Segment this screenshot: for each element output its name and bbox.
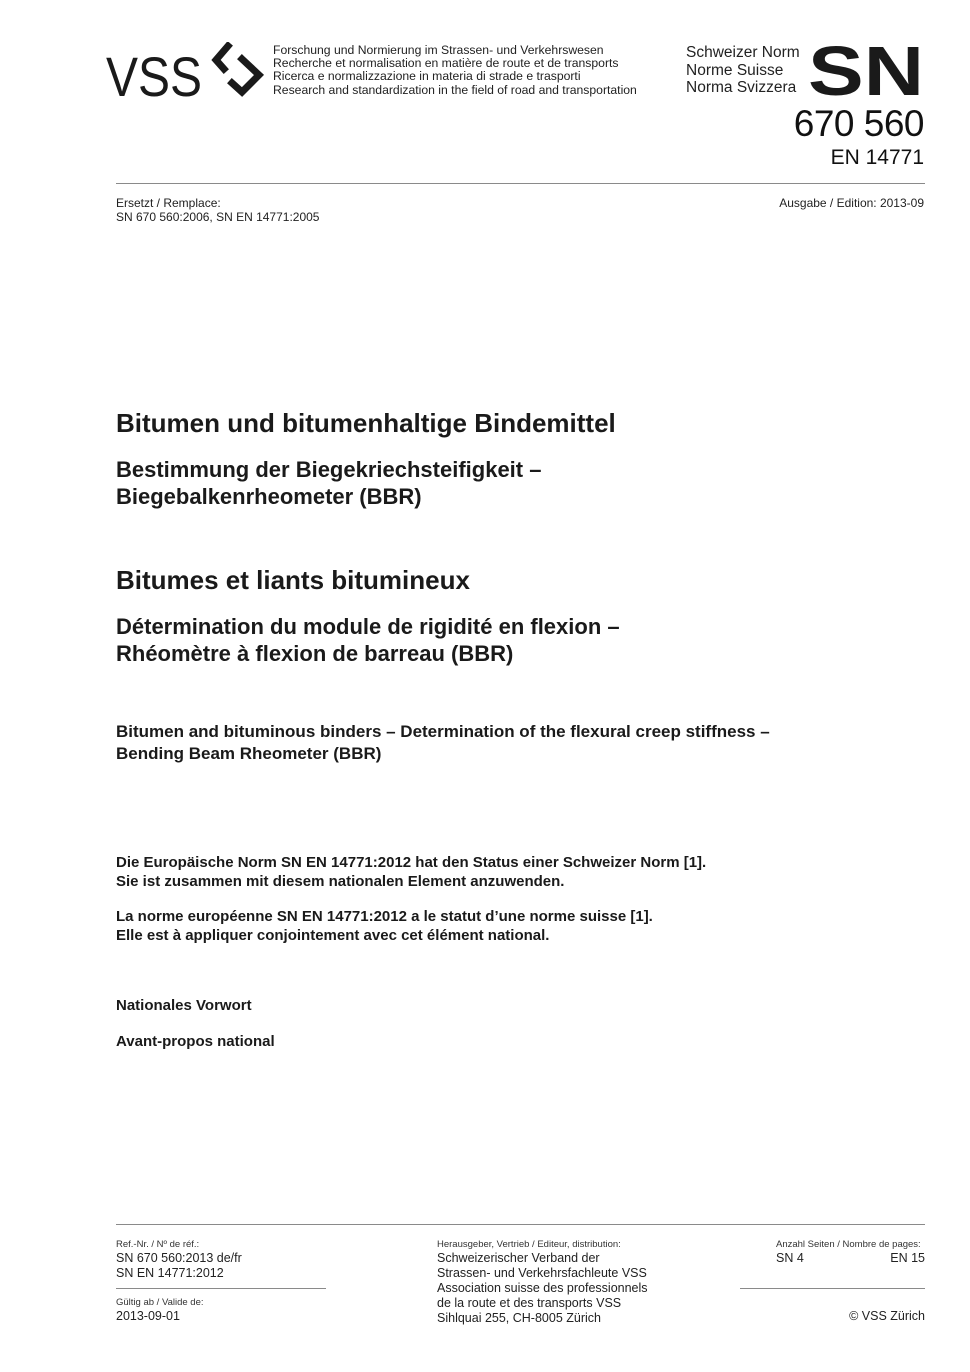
vss-tagline	[273, 44, 637, 97]
title-fr-main: Bitumes et liants bitumineux	[116, 565, 470, 595]
svg-text:VSS: VSS	[106, 45, 202, 104]
norm-number: 670 560	[793, 103, 924, 144]
sn-logo	[808, 44, 926, 96]
title-en-line: Bending Beam Rheometer (BBR)	[116, 744, 382, 763]
title-de-sub	[116, 456, 541, 510]
footer-pages-separator	[740, 1288, 925, 1289]
vss-logo	[106, 42, 268, 104]
edition: Ausgabe / Edition: 2013-09	[779, 196, 924, 210]
svg-text:SN: SN	[808, 44, 924, 96]
ref-value: SN EN 14771:2012	[116, 1266, 224, 1280]
status-fr-line: Elle est à appliquer conjointement avec cet élément national.	[116, 927, 550, 944]
title-en-line: Bitumen and bituminous binders – Determination of the flexural creep stiffness –	[116, 722, 770, 741]
norm-name-it: Norma Svizzera	[686, 79, 797, 96]
norm-name-fr: Norme Suisse	[686, 61, 784, 79]
footer-ref-separator	[116, 1288, 326, 1289]
tagline-line: Recherche et normalisation en matière de route et de transports	[273, 56, 619, 71]
replaces-value: SN 670 560:2006, SN EN 14771:2005	[116, 209, 320, 224]
title-fr-sub-line: Rhéomètre à flexion de barreau (BBR)	[116, 641, 514, 666]
publisher-line: Strassen- und Verkehrsfachleute VSS	[437, 1266, 647, 1280]
publisher-label: Herausgeber, Vertrieb / Editeur, distribution:	[437, 1239, 621, 1250]
status-fr	[116, 907, 653, 945]
pages-label: Anzahl Seiten / Nombre de pages:	[776, 1239, 921, 1250]
ref-label: Ref.-Nr. / Nº de réf.:	[116, 1239, 200, 1250]
norm-name-de: Schweizer Norm	[686, 44, 800, 61]
sn-logo-mark	[808, 44, 926, 96]
vss-logo-mark	[106, 42, 268, 104]
footer-ref	[116, 1239, 242, 1281]
publisher-line: Schweizerischer Verband der	[437, 1251, 600, 1265]
header-divider	[116, 183, 925, 184]
title-de-main: Bitumen und bitumenhaltige Bindemittel	[116, 408, 616, 438]
foreword-fr-heading: Avant-propos national	[116, 1033, 275, 1050]
publisher-line: Sihlquai 255, CH-8005 Zürich	[437, 1311, 601, 1325]
footer-pages	[776, 1239, 925, 1266]
publisher-line: Association suisse des professionnels	[437, 1281, 648, 1295]
status-de	[116, 853, 706, 891]
footer-publisher	[437, 1239, 648, 1326]
tagline-line: Research and standardization in the field of road and transportation	[273, 82, 637, 97]
tagline-line: Ricerca e normalizzazione in materia di strade e trasporti	[273, 69, 581, 84]
norm-names	[686, 44, 800, 97]
publisher-line: de la route et des transports VSS	[437, 1296, 622, 1310]
replaces-label: Ersetzt / Remplace:	[116, 196, 221, 210]
tagline-line: Forschung und Normierung im Strassen- und Verkehrswesen	[273, 43, 604, 57]
title-en	[116, 721, 770, 765]
title-de-sub-line: Biegebalkenrheometer (BBR)	[116, 484, 422, 509]
title-de-sub-line: Bestimmung der Biegekriechsteifigkeit –	[116, 457, 542, 482]
pages-en: EN 15	[890, 1251, 925, 1265]
foreword-de-heading: Nationales Vorwort	[116, 997, 252, 1014]
valid-label: Gültig ab / Valide de:	[116, 1297, 204, 1308]
status-fr-line: La norme européenne SN EN 14771:2012 a le statut d’une norme suisse [1].	[116, 908, 653, 925]
pages-sn: SN 4	[776, 1251, 804, 1265]
status-de-line: Die Europäische Norm SN EN 14771:2012 hat den Status einer Schweizer Norm [1].	[116, 854, 707, 871]
title-fr-sub-line: Détermination du module de rigidité en flexion –	[116, 614, 620, 639]
status-de-line: Sie ist zusammen mit diesem nationalen Element anzuwenden.	[116, 873, 565, 890]
footer-divider	[116, 1224, 925, 1225]
title-fr-sub	[116, 613, 620, 667]
en-number: EN 14771	[830, 146, 924, 169]
footer-valid	[116, 1297, 204, 1324]
ref-value: SN 670 560:2013 de/fr	[116, 1251, 242, 1265]
copyright: © VSS Zürich	[849, 1309, 925, 1323]
valid-value: 2013-09-01	[116, 1309, 180, 1323]
replaces-block	[116, 197, 319, 224]
